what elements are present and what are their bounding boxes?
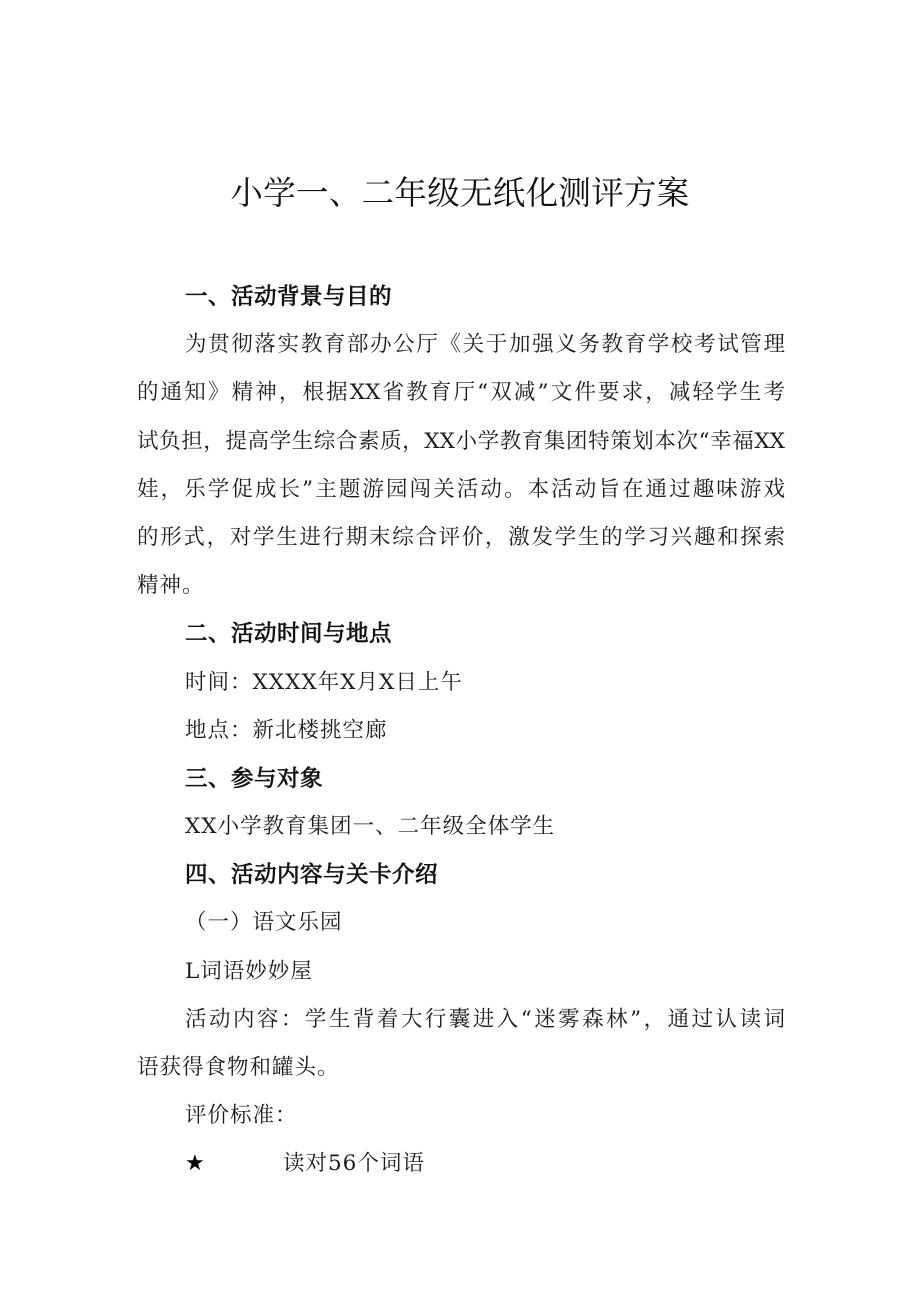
activity-time: 时间：XXXX年X月X日上午 [185, 669, 463, 695]
participants-text: XX小学教育集团一、二年级全体学生 [185, 814, 556, 840]
section-heading-time-place: 二、活动时间与地点 [185, 621, 393, 648]
document-body [137, 273, 785, 1189]
paragraph-line: 试负担，提高学生综合素质，XX小学教育集团特策划本次“幸福XX [137, 428, 785, 454]
activity-content-line: 活动内容：学生背着大行囊进入“迷雾森林”，通过认读词 [185, 1006, 785, 1032]
section-heading-background: 一、活动背景与目的 [185, 284, 393, 310]
subsection-heading: （一）语文乐园 [185, 910, 343, 936]
section-heading-participants: 三、参与对象 [185, 765, 324, 792]
criteria-item [137, 1140, 785, 1188]
item-title: L词语妙妙屋 [185, 958, 313, 984]
activity-content-line: 语获得食物和罐头。 [137, 1055, 340, 1080]
paragraph-line: 精神。 [137, 573, 205, 599]
paragraph-line: 的形式，对学生进行期末综合评价，激发学生的学习兴趣和探索 [137, 524, 785, 550]
document-title: 小学一、二年级无纸化测评方案 [230, 174, 690, 212]
criteria-text: 读对56个词语 [283, 1151, 425, 1177]
paragraph-line: 娃，乐学促成长”主题游园闯关活动。本活动旨在通过趣味游戏 [137, 476, 785, 502]
activity-place: 地点：新北楼挑空廊 [185, 717, 388, 743]
section-heading-content: 四、活动内容与关卡介绍 [185, 862, 439, 889]
paragraph-line: 的通知》精神，根据XX省教育厅“双减”文件要求，减轻学生考 [137, 380, 785, 406]
criteria-label: 评价标准： [185, 1103, 298, 1129]
star-icon: ★ [185, 1151, 205, 1177]
paragraph-line: 为贯彻落实教育部办公厅《关于加强义务教育学校考试管理 [185, 332, 785, 358]
